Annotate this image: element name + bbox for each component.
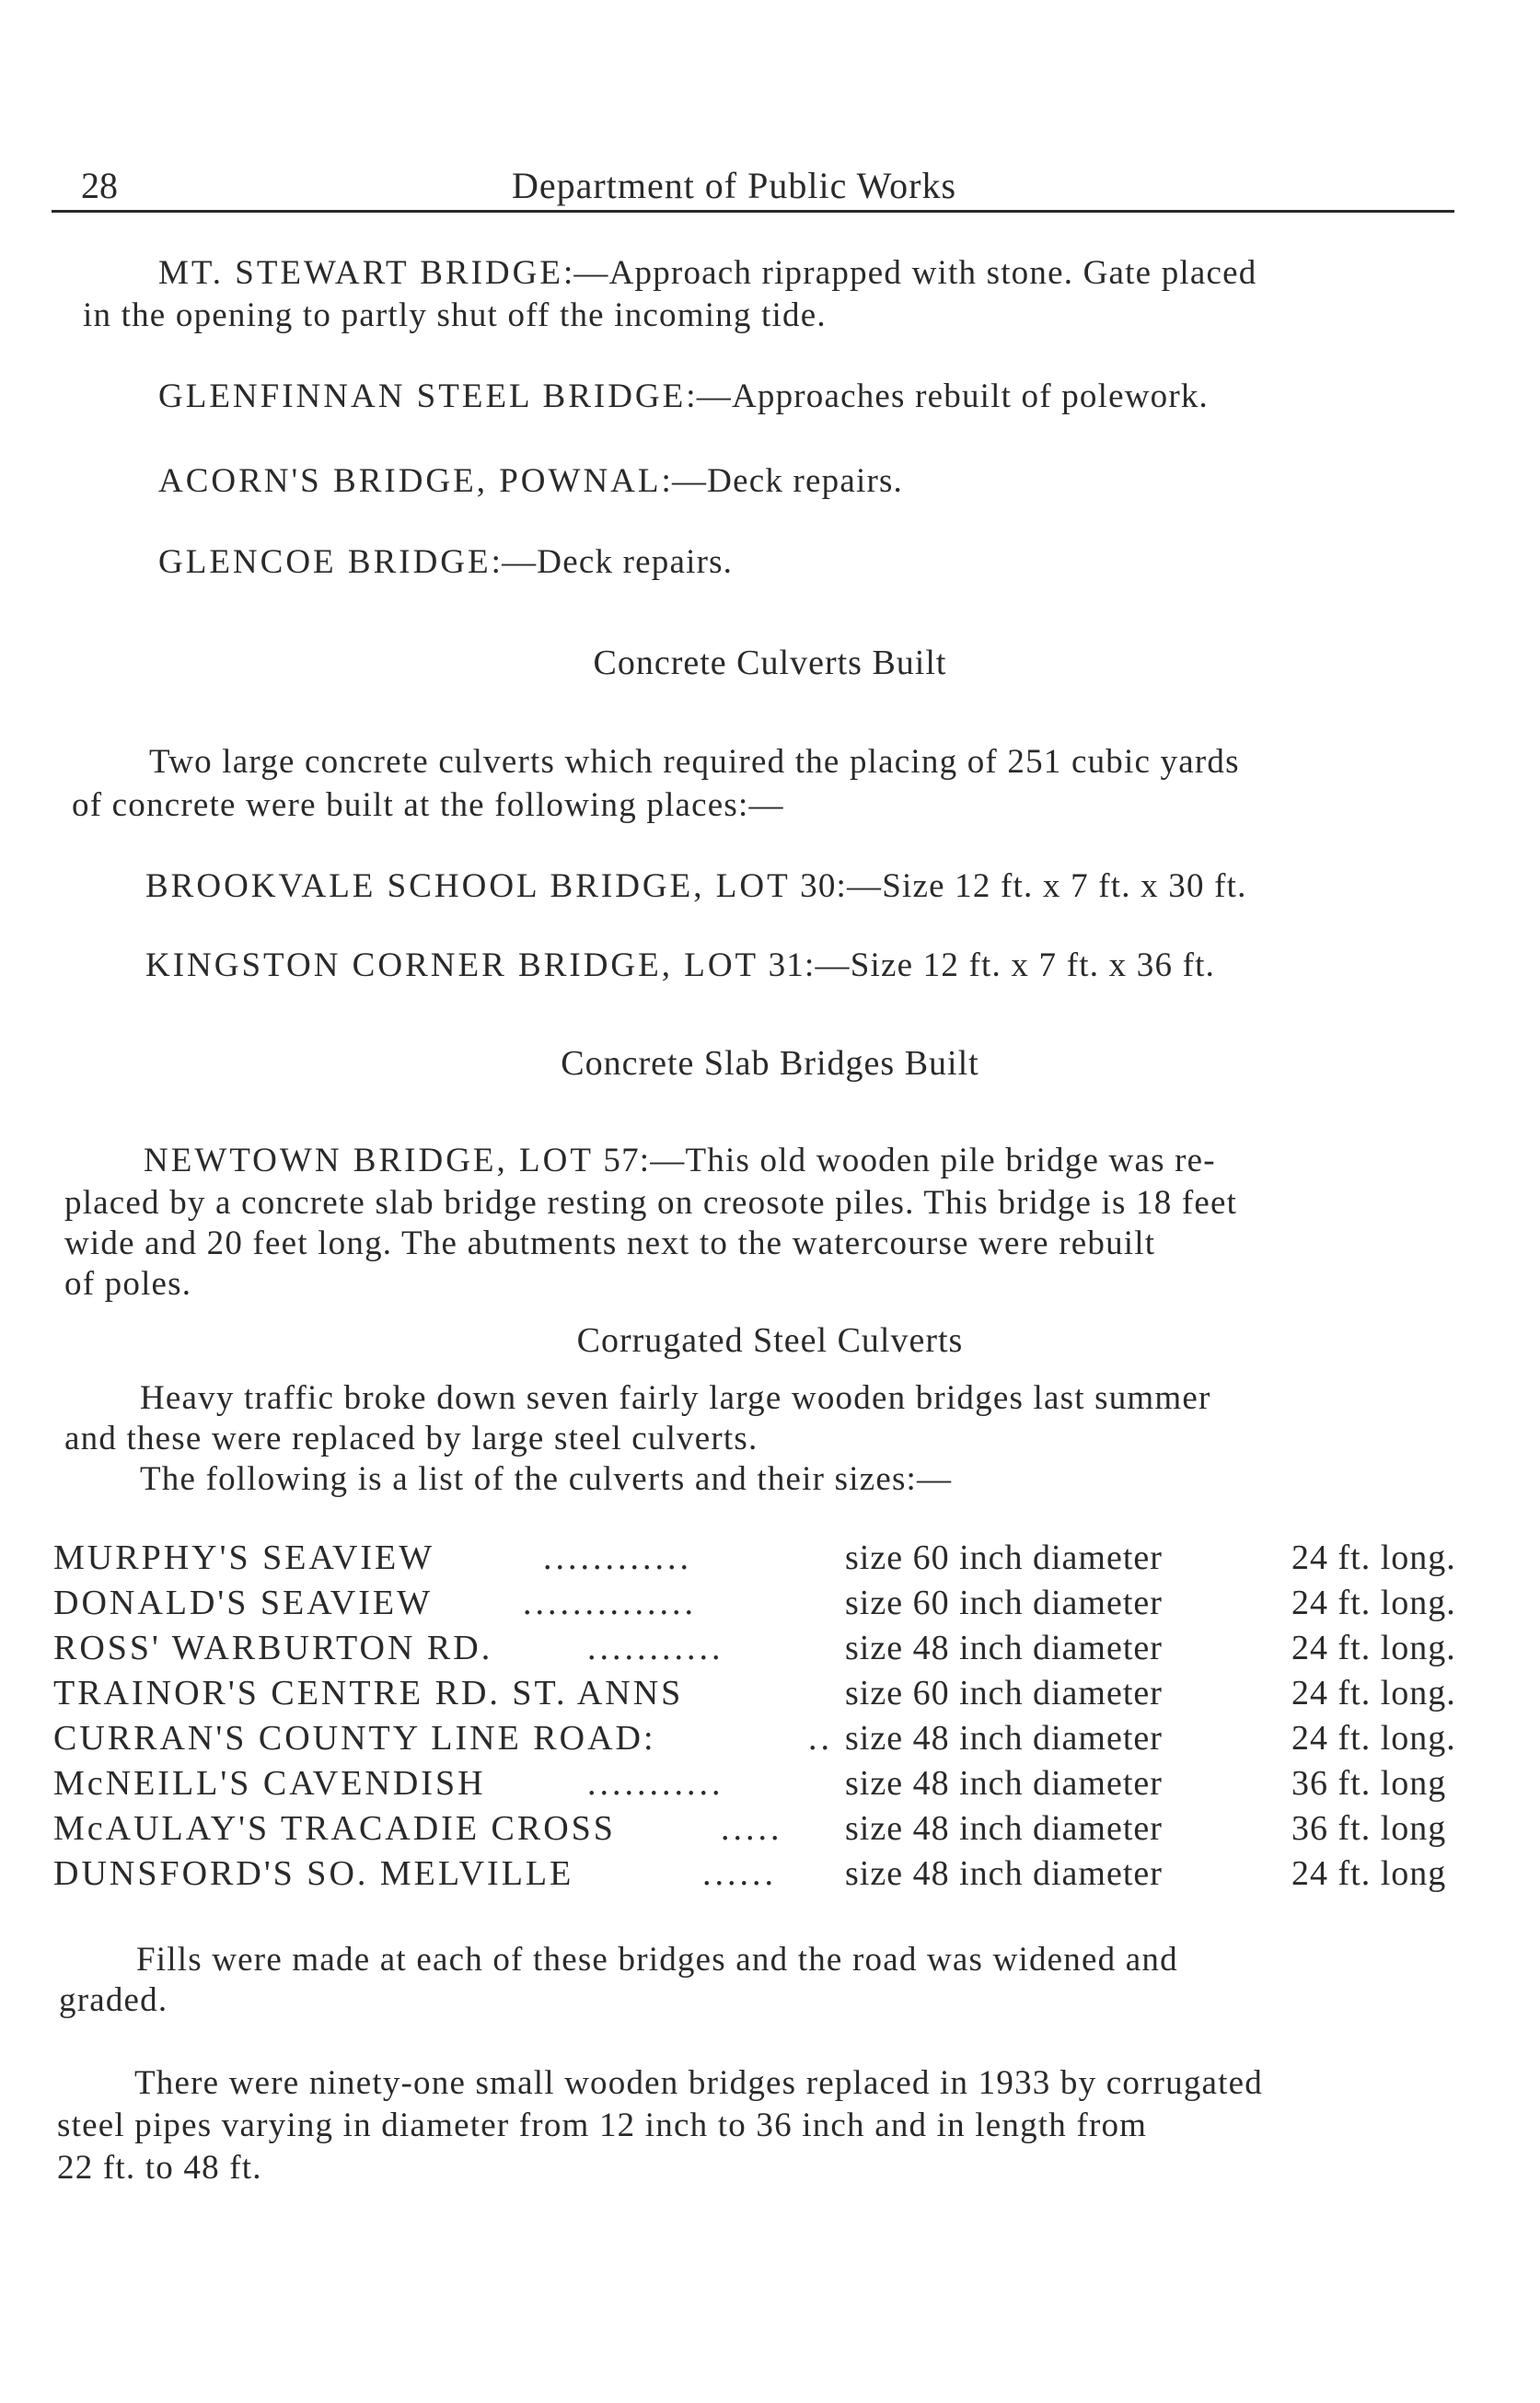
culvert-location: MURPHY'S SEAVIEW [53,1538,435,1577]
running-title: Department of Public Works [512,165,957,206]
closing-para2-line3: 22 ft. to 48 ft. [57,2149,262,2187]
culvert-location: DUNSFORD'S SO. MELVILLE [53,1854,574,1893]
leader-dots: .............. [523,1584,697,1622]
culvert-length: 24 ft. long. [1291,1629,1456,1667]
leader-dots: ........... [587,1764,724,1803]
culvert-size: :—Size 12 ft. x 7 ft. x 30 ft. [836,867,1247,905]
concrete-culverts-intro-line1: Two large concrete culverts which required the placing of 251 cubic yards [149,743,1240,781]
section-heading-steel-culverts: Corrugated Steel Culverts [576,1321,964,1360]
leader-dots: ............ [543,1538,692,1577]
leader-dots: ........... [587,1629,724,1667]
steel-culverts-line1: Heavy traffic broke down seven fairly large wooden bridges last summer [140,1379,1211,1417]
closing-para1-line2: graded. [59,1981,168,2019]
list-item [53,1583,1456,1628]
leader-dots: ..... [721,1809,783,1848]
header-rule [52,210,1454,213]
leader-dots: ...... [702,1854,777,1893]
culvert-location: McNEILL'S CAVENDISH [53,1764,486,1803]
steel-culverts-line2: and these were replaced by large steel culverts. [64,1420,758,1457]
bridge-entry-mt-stewart-continued [83,295,1454,336]
bridge-description-continued: in the opening to partly shut off the incoming tide. [83,296,827,334]
culvert-diameter: size 48 inch diameter [845,1854,1163,1893]
steel-culverts-line3: The following is a list of the culverts and their sizes:— [140,1460,953,1498]
list-item [53,1718,1456,1763]
closing-para1-line1: Fills were made at each of these bridges and the road was widened and [136,1941,1178,1979]
list-item [53,1628,1456,1673]
culvert-length: 36 ft. long [1291,1764,1447,1803]
culvert-diameter: size 48 inch diameter [845,1719,1163,1758]
bridge-description: :—Deck repairs. [661,462,904,500]
section-heading-concrete-culverts: Concrete Culverts Built [593,644,947,682]
culvert-item-brookvale [145,865,1453,907]
bridge-description: :—Approach riprapped with stone. Gate placed [562,254,1257,292]
culvert-name: KINGSTON CORNER BRIDGE, LOT [145,946,759,984]
culvert-item-kingston [145,945,1453,986]
slab-bridge-line3: wide and 20 feet long. The abutments next to the watercourse were rebuilt [64,1225,1156,1262]
culvert-length: 24 ft. long. [1291,1719,1456,1758]
slab-bridge-name: NEWTOWN BRIDGE, LOT [144,1142,594,1179]
list-item [53,1853,1453,1898]
bridge-description: :—Approaches rebuilt of polework. [686,377,1210,415]
closing-para2-line2: steel pipes varying in diameter from 12 inch to 36 inch and in length from [57,2107,1148,2144]
culvert-location: DONALD'S SEAVIEW [53,1584,433,1622]
slab-bridge-text: :—This old wooden pile bridge was re- [639,1142,1216,1179]
culvert-length: 24 ft. long. [1291,1674,1456,1712]
leader-dots: .. [808,1719,833,1758]
culvert-location: TRAINOR'S CENTRE RD. ST. ANNS [53,1674,684,1712]
culvert-diameter: size 48 inch diameter [845,1809,1163,1848]
culvert-location: CURRAN'S COUNTY LINE ROAD: [53,1719,656,1758]
culvert-length: 24 ft. long. [1291,1538,1456,1577]
culvert-size: :—Size 12 ft. x 7 ft. x 36 ft. [805,946,1216,984]
culvert-location: ROSS' WARBURTON RD. [53,1629,493,1667]
bridge-name: ACORN'S BRIDGE, POWNAL [158,462,662,500]
bridge-name: GLENCOE BRIDGE [158,543,492,581]
section-heading-slab-bridges: Concrete Slab Bridges Built [561,1044,979,1083]
culvert-diameter: size 48 inch diameter [845,1629,1163,1667]
slab-bridge-line4: of poles. [64,1265,192,1303]
culvert-diameter: size 60 inch diameter [845,1538,1163,1577]
page-number: 28 [81,165,118,206]
culvert-diameter: size 60 inch diameter [845,1584,1163,1622]
list-item [53,1673,1456,1718]
culvert-diameter: size 48 inch diameter [845,1764,1163,1803]
list-item [53,1763,1453,1808]
slab-bridge-lot: 57 [603,1142,640,1179]
bridge-entry-glencoe [158,541,1456,583]
concrete-culverts-intro-line2: of concrete were built at the following places:— [72,786,784,824]
culvert-diameter: size 60 inch diameter [845,1674,1163,1712]
culvert-length: 24 ft. long. [1291,1584,1456,1622]
bridge-name: GLENFINNAN STEEL BRIDGE [158,377,687,415]
closing-para2-line1: There were ninety-one small wooden bridges replaced in 1933 by corrugated [134,2064,1263,2102]
culvert-length: 24 ft. long [1291,1854,1447,1893]
culvert-lot: 31 [768,946,805,984]
slab-bridge-line1 [144,1140,1454,1181]
culvert-lot: 30 [800,867,837,905]
slab-bridge-line2: placed by a concrete slab bridge resting on creosote piles. This bridge is 18 feet [64,1184,1238,1222]
culvert-name: BROOKVALE SCHOOL BRIDGE, LOT [145,867,791,905]
bridge-name: MT. STEWART BRIDGE [158,254,563,292]
list-item [53,1808,1453,1853]
culvert-length: 36 ft. long [1291,1809,1447,1848]
culvert-list [53,1538,1456,1898]
bridge-description: :—Deck repairs. [491,543,734,581]
culvert-location: McAULAY'S TRACADIE CROSS [53,1809,616,1848]
bridge-entry-acorns [158,460,1456,502]
bridge-entry-glenfinnan [158,376,1456,417]
list-item [53,1538,1456,1583]
bridge-entry-mt-stewart [158,252,1456,294]
page-header [52,162,1454,214]
